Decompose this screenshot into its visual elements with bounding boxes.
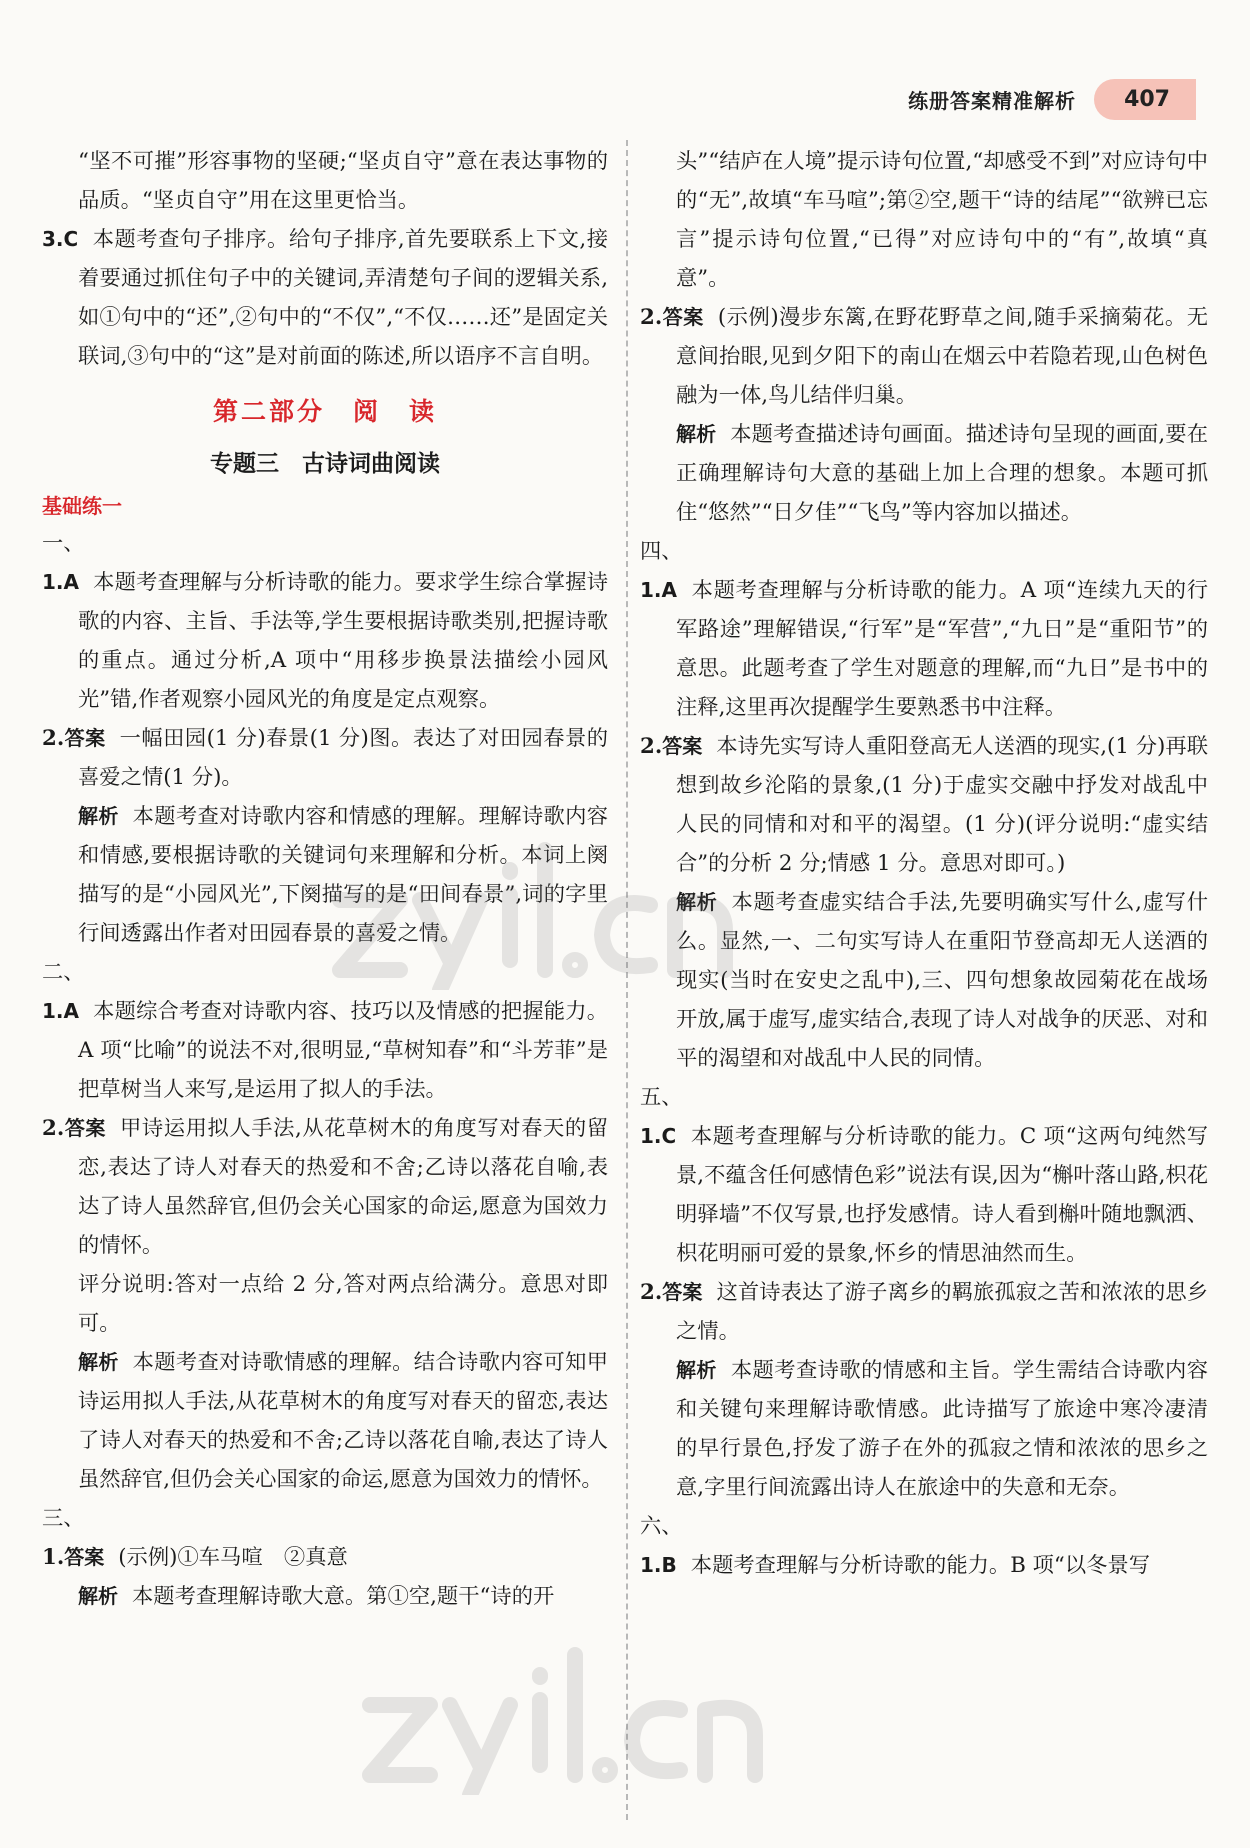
page-header — [908, 76, 1196, 122]
question-item — [640, 571, 1208, 727]
section-label: 四、 — [640, 539, 683, 564]
analysis-tag: 解析 — [676, 422, 717, 446]
analysis-tag: 解析 — [78, 1350, 119, 1374]
question-3 — [42, 220, 608, 376]
answer-text: 甲诗运用拟人手法,从花草树木的角度写对春天的留恋,表达了诗人对春天的热爱和不舍;乙诗以落花自喻,表达了诗人虽然辞官,但仍会关心国家的命运,愿意为国效力的情怀。 — [78, 1116, 608, 1258]
answer-text: (示例)漫步东篱,在野花野草之间,随手采摘菊花。无意间抬眼,见到夕阳下的南山在烟云中若隐若现,山色树色融为一体,鸟儿结伴归巢。 — [676, 305, 1209, 408]
question-text: 本题综合考查对诗歌内容、技巧以及情感的把握能力。A 项“比喻”的说法不对,很明显,“草树知春”和“斗芳菲”是把草树当人来写,是运用了拟人的手法。 — [78, 999, 608, 1102]
question-number: 2. — [640, 1280, 663, 1305]
answer-item — [640, 298, 1208, 415]
analysis-item — [640, 415, 1208, 532]
analysis-text: 本题考查对诗歌情感的理解。结合诗歌内容可知甲诗运用拟人手法,从花草树木的角度写对春天的留恋,表达了诗人对春天的热爱和不舍;乙诗以落花自喻,表达了诗人虽然辞官,但仍会关心国家的命运,愿意为国效力的情怀。 — [78, 1350, 608, 1492]
question-number: 3.C — [42, 227, 79, 251]
question-text: 本题考查句子排序。给句子排序,首先要联系上下文,接着要通过抓住句子中的关键词,弄清楚句子间的逻辑关系,如①句中的“还”,②句中的“不仅”,“不仅……还”是固定关联词,③句中的“这”是对前面的陈述,所以语序不言自明。 — [78, 227, 608, 369]
question-number: 1.A — [42, 570, 79, 594]
analysis-item — [42, 797, 608, 953]
question-text: 本题考查理解与分析诗歌的能力。A 项“连续九天的行军路途”理解错误,“行军”是“军营”,“九日”是“重阳节”的意思。此题考查了学生对题意的理解,而“九日”是书中的注释,这里再次提醒学生要熟悉书中注释。 — [676, 578, 1208, 720]
section-label: 五、 — [640, 1085, 683, 1110]
watermark-graphic-bottom — [360, 1645, 780, 1795]
answer-item — [640, 1273, 1208, 1351]
sub-title: 基础练一 — [42, 494, 122, 518]
answer-text: 一幅田园(1 分)春景(1 分)图。表达了对田园春景的喜爱之情(1 分)。 — [78, 726, 608, 790]
question-number: 2. — [42, 726, 65, 751]
analysis-continuation: 头”“结庐在人境”提示诗句位置,“却感受不到”对应诗句中的“无”,故填“车马喧”;第②空,题干“诗的结尾”“欲辨已忘言”提示诗句位置,“已得”对应诗句中的“有”,故填“真意”。 — [676, 149, 1208, 291]
question-number: 1.A — [640, 578, 677, 602]
answer-text: 本诗先实写诗人重阳登高无人送酒的现实,(1 分)再联想到故乡沦陷的景象,(1 分)于虚实交融中抒发对战乱中人民的同情和对和平的渴望。(1 分)(评分说明:“虚实结合”的分析 2 分;情感 1 分。意思对即可。) — [676, 734, 1209, 876]
answer-item — [42, 719, 608, 797]
analysis-text: 本题考查诗歌的情感和主旨。学生需结合诗歌内容和关键句来理解诗歌情感。此诗描写了旅途中寒冷凄清的早行景色,抒发了游子在外的孤寂之情和浓浓的思乡之意,字里行间流露出诗人在旅途中的失意和无奈。 — [676, 1358, 1208, 1500]
answer-tag: 答案 — [64, 726, 106, 750]
analysis-text: 本题考查虚实结合手法,先要明确实写什么,虚写什么。显然,一、二句实写诗人在重阳节登高却无人送酒的现实(当时在安史之乱中),三、四句想象故园菊花在战场开放,属于虚写,虚实结合,表现了诗人对战争的厌恶、对和平的渴望和对战乱中人民的同情。 — [676, 890, 1208, 1071]
question-text: 本题考查理解与分析诗歌的能力。C 项“这两句纯然写景,不蕴含任何感情色彩”说法有误,因为“槲叶落山路,枳花明驿墙”不仅写景,也抒发感情。诗人看到槲叶随地飘洒、枳花明丽可爱的景象,怀乡的情思油然而生。 — [676, 1124, 1208, 1266]
answer-tag: 答案 — [662, 734, 703, 758]
answer-tag: 答案 — [662, 1280, 703, 1304]
question-text: 本题考查理解与分析诗歌的能力。要求学生综合掌握诗歌的内容、主旨、手法等,学生要根据诗歌类别,把握诗歌的重点。通过分析,A 项中“用移步换景法描绘小园风光”错,作者观察小园风光的角度是定点观察。 — [78, 570, 608, 712]
answer-tag: 答案 — [64, 1545, 105, 1569]
analysis-text: 本题考查描述诗句画面。描述诗句呈现的画面,要在正确理解诗句大意的基础上加上合理的想象。本题可抓住“悠然”“日夕佳”“飞鸟”等内容加以描述。 — [676, 422, 1209, 525]
analysis-tag: 解析 — [78, 1584, 118, 1608]
answer-item — [42, 1109, 608, 1265]
question-number: 2. — [640, 305, 663, 330]
header-title: 练册答案精准解析 — [908, 88, 1077, 113]
intro-continuation: “坚不可摧”形容事物的坚硬;“坚贞自守”意在表达事物的品质。“坚贞自守”用在这里更恰当。 — [78, 149, 608, 213]
analysis-text: 本题考查理解诗歌大意。第①空,题干“诗的开 — [132, 1584, 555, 1609]
question-number: 1. — [42, 1545, 65, 1570]
analysis-item — [640, 1351, 1208, 1507]
analysis-item — [42, 1577, 608, 1616]
question-number: 1.A — [42, 999, 79, 1023]
right-column — [640, 142, 1208, 1585]
question-item — [42, 992, 608, 1109]
analysis-tag: 解析 — [78, 804, 119, 828]
part-title: 第二部分 阅 读 — [212, 397, 437, 426]
answer-text: 这首诗表达了游子离乡的羁旅孤寂之苦和浓浓的思乡之情。 — [676, 1280, 1208, 1344]
analysis-tag: 解析 — [676, 1358, 717, 1382]
section-label: 三、 — [42, 1506, 85, 1531]
question-number: 2. — [640, 734, 663, 759]
question-item — [640, 1117, 1208, 1273]
analysis-text: 本题考查对诗歌内容和情感的理解。理解诗歌内容和情感,要根据诗歌的关键词句来理解和分析。本词上阕描写的是“小园风光”,下阕描写的是“田间春景”,词的字里行间透露出作者对田园春景的喜爱之情。 — [78, 804, 608, 946]
section-label: 二、 — [42, 960, 85, 985]
left-column — [42, 142, 608, 1616]
analysis-item — [640, 883, 1208, 1078]
section-label: 一、 — [42, 531, 85, 556]
question-number: 1.B — [640, 1553, 677, 1577]
answer-item — [640, 727, 1208, 883]
page-number: 407 — [1094, 79, 1196, 120]
section-label: 六、 — [640, 1514, 683, 1539]
scoring-note: 评分说明:答对一点给 2 分,答对两点给满分。意思对即可。 — [78, 1272, 608, 1336]
topic-title: 专题三 古诗词曲阅读 — [210, 451, 440, 477]
question-item — [640, 1546, 1208, 1585]
analysis-tag: 解析 — [676, 890, 718, 914]
answer-tag: 答案 — [662, 305, 704, 329]
question-number: 1.C — [640, 1124, 677, 1148]
question-number: 2. — [42, 1116, 65, 1141]
answer-item — [42, 1538, 608, 1577]
answer-text: (示例)①车马喧 ②真意 — [118, 1545, 348, 1570]
analysis-item — [42, 1343, 608, 1499]
answer-tag: 答案 — [64, 1116, 106, 1140]
question-item — [42, 563, 608, 719]
question-text: 本题考查理解与分析诗歌的能力。B 项“以冬景写 — [690, 1553, 1151, 1578]
column-divider — [626, 140, 628, 1820]
